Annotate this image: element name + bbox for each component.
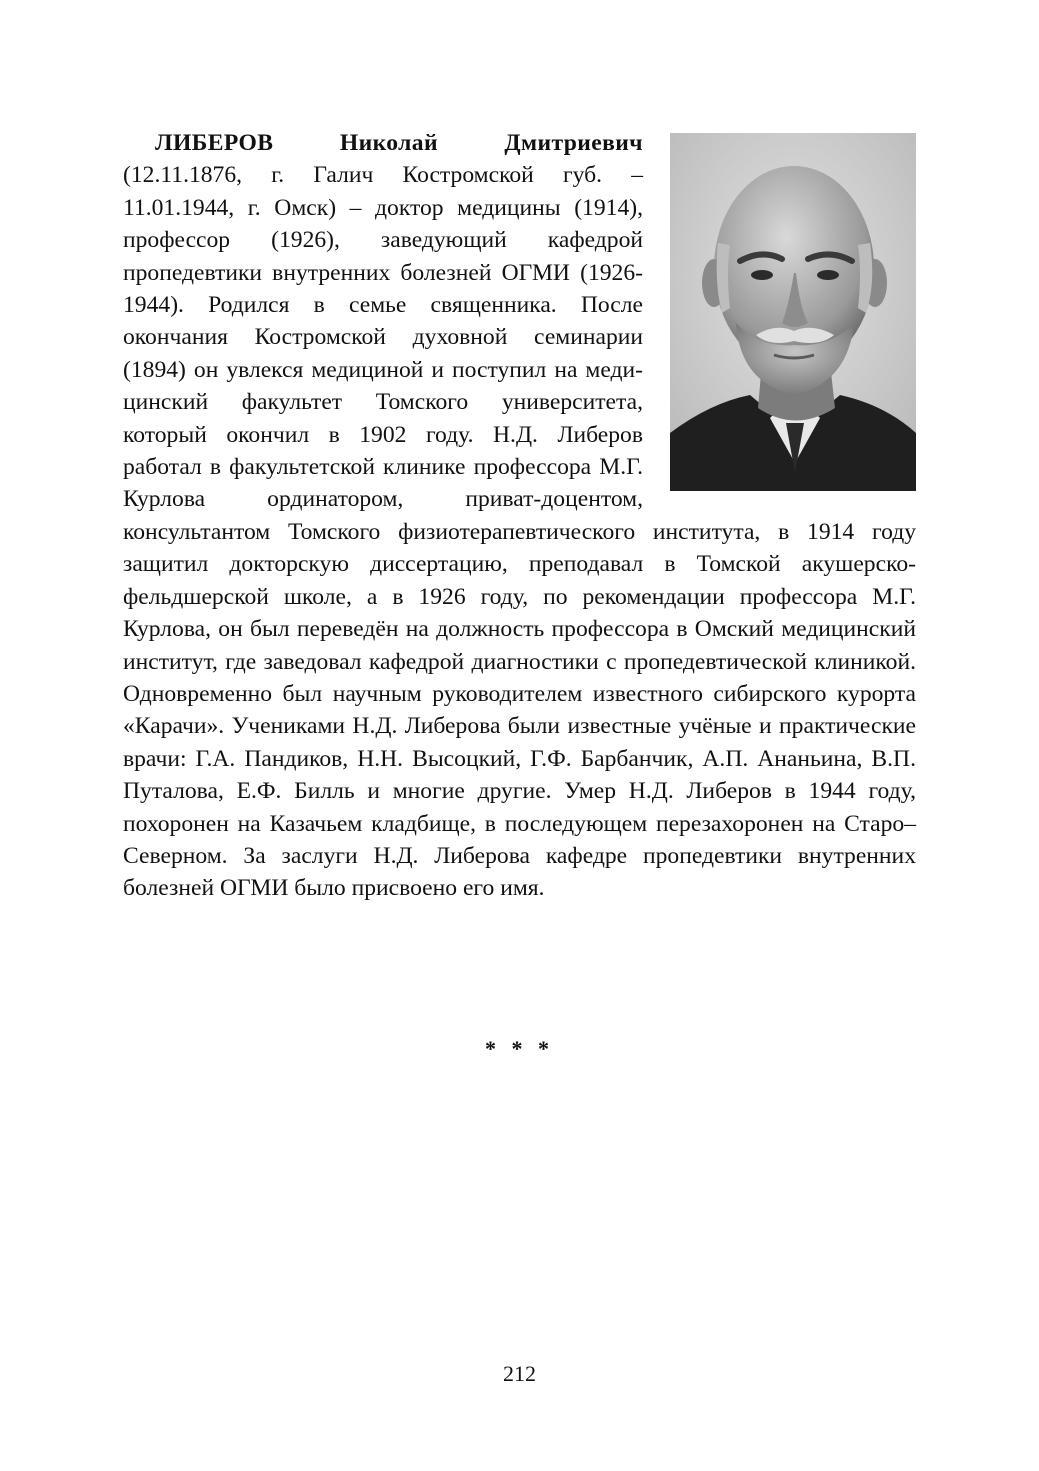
biography-body: (12.11.1876, г. Галич Костромской губ. – 11.01.1944, г. Омск) – доктор медицины (1914), профессор (1926), заведующий кафедрой пропедевтики внутренних болезней ОГМИ (1926-1944). Родился в семье священника. После окончания Костромской духовной семинарии (1894) он увлекся медициной и поступил на медицинский факультет Томского университета, который окончил в 1902 году. Н.Д. Либеров работал в факультетской клинике профессора М.Г. Курлова ординатором, приват-доцентом, консультантом Томского физиотерапевтического института, в 1914 году защитил докторскую диссертацию, преподавал в Томской акушерско-фельдшерской школе, а в 1926 году, по рекомендации профессора М.Г. Курлова, он был переведён на должность профессора в Омский медицинский институт, где заведовал кафедрой диагностики с пропедевтической клиникой. Одновременно был научным руководителем известного сибирского курорта «Карачи». Учениками Н.Д. Либерова были известные учёные и практические врачи: Г.А. Пандиков, Н.Н. Высоцкий, Г.Ф. Барбанчик, А.П. Ананьина, В.П. Путалова, Е.Ф. Билль и многие другие. Умер Н.Д. Либеров в 1944 году, похоронен на Казачьем кладбище, в последующем перезахоронен на Старо–Северном. За заслуги Н.Д. Либерова кафедре пропедевтики внутренних болезней ОГМИ было присвоено его имя. bbox=[123, 162, 916, 902]
portrait-image bbox=[670, 133, 916, 491]
person-name: ЛИБЕРОВ Николай Дмитриевич bbox=[155, 130, 643, 156]
section-divider: * * * bbox=[485, 1036, 554, 1061]
portrait-photo bbox=[670, 133, 916, 491]
biography-entry bbox=[123, 127, 916, 905]
page-number: 212 bbox=[503, 1361, 536, 1386]
